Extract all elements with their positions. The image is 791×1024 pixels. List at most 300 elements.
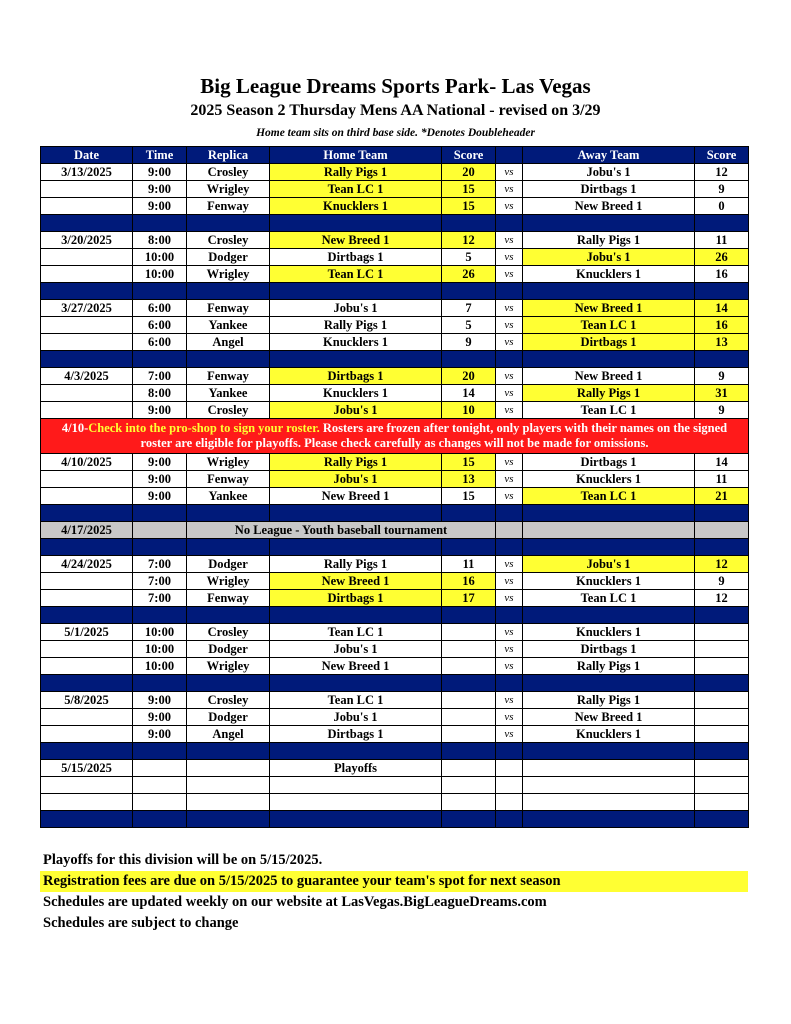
separator-cell [187, 811, 270, 828]
away-score: 9 [695, 573, 749, 590]
field-replica: Dodger [187, 556, 270, 573]
home-team: Jobu's 1 [270, 709, 442, 726]
game-date: 5/15/2025 [41, 760, 133, 777]
field-replica: Wrigley [187, 658, 270, 675]
home-team-note: Home team sits on third base side. *Denotes Doubleheader [256, 127, 535, 139]
separator-cell [41, 607, 133, 624]
home-team: Dirtbags 1 [270, 590, 442, 607]
table-header-row [41, 147, 749, 164]
separator-cell [133, 539, 187, 556]
separator-cell [187, 607, 270, 624]
game-time: 9:00 [133, 726, 187, 743]
away-team: Rally Pigs 1 [523, 232, 695, 249]
away-team: Dirtbags 1 [523, 454, 695, 471]
vs-label: vs [496, 402, 523, 419]
away-team: Knucklers 1 [523, 266, 695, 283]
home-team: Playoffs [270, 760, 442, 777]
field-replica: Fenway [187, 368, 270, 385]
separator-cell [133, 215, 187, 232]
away-team [523, 794, 695, 811]
game-date [41, 641, 133, 658]
game-date [41, 794, 133, 811]
away-score [695, 641, 749, 658]
field-replica: Crosley [187, 402, 270, 419]
footer-notes [40, 850, 748, 934]
table-row [41, 573, 749, 590]
game-date: 5/1/2025 [41, 624, 133, 641]
field-replica: Wrigley [187, 573, 270, 590]
table-row [41, 760, 749, 777]
home-team: Rally Pigs 1 [270, 556, 442, 573]
home-team: New Breed 1 [270, 573, 442, 590]
home-team: Rally Pigs 1 [270, 454, 442, 471]
vs-label: vs [496, 726, 523, 743]
vs-label: vs [496, 624, 523, 641]
week-separator-row [41, 539, 749, 556]
home-team: Jobu's 1 [270, 300, 442, 317]
field-replica: Yankee [187, 488, 270, 505]
game-time: 6:00 [133, 300, 187, 317]
away-score: 13 [695, 334, 749, 351]
separator-cell [270, 351, 442, 368]
away-score [695, 692, 749, 709]
game-date: 3/13/2025 [41, 164, 133, 181]
home-score: 14 [442, 385, 496, 402]
away-score: 0 [695, 198, 749, 215]
away-team: New Breed 1 [523, 198, 695, 215]
separator-cell [187, 215, 270, 232]
field-replica: Angel [187, 334, 270, 351]
table-row [41, 658, 749, 675]
game-time: 6:00 [133, 334, 187, 351]
table-row [41, 624, 749, 641]
page-subtitle: 2025 Season 2 Thursday Mens AA National - revised on 3/29 [190, 102, 601, 119]
home-score: 5 [442, 317, 496, 334]
home-team: Tean LC 1 [270, 266, 442, 283]
week-separator-row [41, 215, 749, 232]
separator-cell [442, 607, 496, 624]
col-header-time: Time [133, 147, 187, 164]
game-time: 9:00 [133, 164, 187, 181]
table-row [41, 334, 749, 351]
separator-cell [442, 539, 496, 556]
separator-cell [695, 215, 749, 232]
game-time: 7:00 [133, 590, 187, 607]
game-date: 3/20/2025 [41, 232, 133, 249]
game-time: 9:00 [133, 402, 187, 419]
field-replica: Crosley [187, 624, 270, 641]
table-row [41, 692, 749, 709]
away-team: Rally Pigs 1 [523, 658, 695, 675]
vs-label: vs [496, 334, 523, 351]
week-separator-row [41, 607, 749, 624]
game-date [41, 658, 133, 675]
separator-cell [496, 283, 523, 300]
home-team: New Breed 1 [270, 488, 442, 505]
home-score [442, 641, 496, 658]
away-team: Jobu's 1 [523, 164, 695, 181]
away-team: Knucklers 1 [523, 726, 695, 743]
game-date [41, 471, 133, 488]
separator-cell [695, 351, 749, 368]
separator-cell [442, 505, 496, 522]
away-team: Jobu's 1 [523, 556, 695, 573]
away-team [523, 760, 695, 777]
separator-cell [187, 283, 270, 300]
separator-cell [133, 351, 187, 368]
away-team: New Breed 1 [523, 368, 695, 385]
score-cell [695, 522, 749, 539]
home-score [442, 794, 496, 811]
week-separator-row [41, 283, 749, 300]
separator-cell [270, 539, 442, 556]
separator-cell [41, 215, 133, 232]
away-score: 14 [695, 300, 749, 317]
separator-cell [270, 283, 442, 300]
field-replica: Crosley [187, 232, 270, 249]
game-time: 9:00 [133, 198, 187, 215]
home-team: New Breed 1 [270, 658, 442, 675]
col-header-home-team: Home Team [270, 147, 442, 164]
home-score: 5 [442, 249, 496, 266]
vs-label: vs [496, 232, 523, 249]
field-replica: Fenway [187, 590, 270, 607]
separator-cell [695, 743, 749, 760]
away-score [695, 658, 749, 675]
away-team: Knucklers 1 [523, 471, 695, 488]
col-header-away-team: Away Team [523, 147, 695, 164]
game-time: 10:00 [133, 249, 187, 266]
notice-date-prefix: 4/10- [61, 421, 89, 435]
field-replica: Yankee [187, 317, 270, 334]
footer-line: Playoffs for this division will be on 5/15/2025. [43, 852, 323, 868]
vs-label [496, 760, 523, 777]
field-replica [187, 794, 270, 811]
away-score: 11 [695, 471, 749, 488]
vs-label: vs [496, 266, 523, 283]
col-header-replica: Replica [187, 147, 270, 164]
col-header-home-score: Score [442, 147, 496, 164]
home-team [270, 777, 442, 794]
home-score: 15 [442, 454, 496, 471]
separator-cell [270, 607, 442, 624]
away-score: 14 [695, 454, 749, 471]
table-row [41, 641, 749, 658]
week-separator-row [41, 351, 749, 368]
field-replica: Dodger [187, 249, 270, 266]
separator-cell [695, 607, 749, 624]
separator-cell [133, 283, 187, 300]
separator-cell [41, 505, 133, 522]
separator-cell [496, 505, 523, 522]
vs-label: vs [496, 488, 523, 505]
game-date [41, 266, 133, 283]
vs-label [496, 777, 523, 794]
table-row [41, 726, 749, 743]
separator-cell [41, 743, 133, 760]
field-replica: Angel [187, 726, 270, 743]
roster-notice-row [41, 419, 749, 454]
separator-cell [41, 539, 133, 556]
week-separator-row [41, 675, 749, 692]
table-row [41, 709, 749, 726]
away-team: Dirtbags 1 [523, 641, 695, 658]
home-team: Rally Pigs 1 [270, 317, 442, 334]
notice-highlight-text: Check into the pro-shop to sign your roster. [88, 421, 320, 435]
vs-label: vs [496, 573, 523, 590]
field-replica: Fenway [187, 300, 270, 317]
home-score [442, 709, 496, 726]
away-score: 9 [695, 181, 749, 198]
away-score: 12 [695, 590, 749, 607]
separator-cell [41, 283, 133, 300]
separator-cell [523, 283, 695, 300]
game-time: 10:00 [133, 641, 187, 658]
field-replica: Wrigley [187, 266, 270, 283]
game-date [41, 317, 133, 334]
game-date [41, 488, 133, 505]
away-team: Knucklers 1 [523, 573, 695, 590]
game-time: 7:00 [133, 368, 187, 385]
home-score: 15 [442, 181, 496, 198]
game-time: 8:00 [133, 232, 187, 249]
game-time: 9:00 [133, 692, 187, 709]
notice-rest-text: Rosters are frozen after tonight, only players with their names on the signed roster are eligible for playoffs. Please check carefully as changes will not be made for omissions. [140, 421, 728, 450]
home-score [442, 624, 496, 641]
vs-label: vs [496, 249, 523, 266]
home-score: 20 [442, 368, 496, 385]
vs-label: vs [496, 590, 523, 607]
table-row [41, 232, 749, 249]
game-date: 3/27/2025 [41, 300, 133, 317]
separator-cell [133, 505, 187, 522]
away-score [695, 777, 749, 794]
game-time: 9:00 [133, 488, 187, 505]
field-replica: Yankee [187, 385, 270, 402]
table-row [41, 266, 749, 283]
separator-cell [187, 351, 270, 368]
game-time: 9:00 [133, 709, 187, 726]
week-separator-row [41, 743, 749, 760]
home-team: Knucklers 1 [270, 334, 442, 351]
away-score: 9 [695, 402, 749, 419]
home-score [442, 726, 496, 743]
separator-cell [133, 607, 187, 624]
field-replica [187, 777, 270, 794]
separator-cell [523, 675, 695, 692]
table-row [41, 556, 749, 573]
vs-label: vs [496, 300, 523, 317]
game-time: 9:00 [133, 181, 187, 198]
home-team: New Breed 1 [270, 232, 442, 249]
home-score: 15 [442, 488, 496, 505]
game-date [41, 726, 133, 743]
game-time: 6:00 [133, 317, 187, 334]
separator-cell [695, 811, 749, 828]
field-replica: Crosley [187, 692, 270, 709]
no-league-text: No League - Youth baseball tournament [187, 522, 496, 539]
footer-line: Schedules are updated weekly on our website at LasVegas.BigLeagueDreams.com [43, 894, 547, 910]
away-team: Tean LC 1 [523, 590, 695, 607]
game-date [41, 181, 133, 198]
separator-cell [442, 215, 496, 232]
schedule-body [41, 164, 749, 828]
home-team: Knucklers 1 [270, 198, 442, 215]
separator-cell [442, 811, 496, 828]
game-date: 4/3/2025 [41, 368, 133, 385]
separator-cell [496, 351, 523, 368]
vs-label: vs [496, 368, 523, 385]
field-replica: Crosley [187, 164, 270, 181]
table-row [41, 164, 749, 181]
away-team: Tean LC 1 [523, 317, 695, 334]
game-date [41, 590, 133, 607]
table-row [41, 402, 749, 419]
table-row [41, 181, 749, 198]
separator-cell [41, 675, 133, 692]
table-row [41, 794, 749, 811]
roster-notice [41, 419, 749, 454]
game-time [133, 760, 187, 777]
separator-cell [187, 539, 270, 556]
separator-cell [442, 743, 496, 760]
away-team: Jobu's 1 [523, 249, 695, 266]
table-row [41, 317, 749, 334]
separator-cell [270, 675, 442, 692]
separator-cell [187, 743, 270, 760]
vs-label: vs [496, 198, 523, 215]
separator-cell [41, 351, 133, 368]
away-score: 26 [695, 249, 749, 266]
vs-label: vs [496, 641, 523, 658]
vs-label: vs [496, 454, 523, 471]
home-score [442, 658, 496, 675]
away-score: 21 [695, 488, 749, 505]
game-time: 10:00 [133, 658, 187, 675]
field-replica: Wrigley [187, 181, 270, 198]
home-team: Tean LC 1 [270, 692, 442, 709]
home-score: 10 [442, 402, 496, 419]
away-score: 16 [695, 266, 749, 283]
separator-cell [496, 675, 523, 692]
vs-label: vs [496, 385, 523, 402]
separator-cell [523, 743, 695, 760]
time-cell [133, 522, 187, 539]
away-score: 12 [695, 556, 749, 573]
table-row [41, 454, 749, 471]
home-score [442, 692, 496, 709]
game-time [133, 777, 187, 794]
separator-cell [270, 811, 442, 828]
vs-label: vs [496, 164, 523, 181]
game-time: 8:00 [133, 385, 187, 402]
game-date: 5/8/2025 [41, 692, 133, 709]
separator-cell [442, 675, 496, 692]
table-row [41, 471, 749, 488]
away-score [695, 794, 749, 811]
vs-label: vs [496, 658, 523, 675]
home-score: 12 [442, 232, 496, 249]
vs-label [496, 794, 523, 811]
table-row [41, 368, 749, 385]
away-cell [523, 522, 695, 539]
separator-cell [270, 215, 442, 232]
separator-cell [523, 215, 695, 232]
game-date: 4/17/2025 [41, 522, 133, 539]
game-date [41, 385, 133, 402]
week-separator-row [41, 811, 749, 828]
away-team: New Breed 1 [523, 300, 695, 317]
separator-cell [523, 811, 695, 828]
game-time: 7:00 [133, 556, 187, 573]
schedule-table [40, 146, 749, 828]
separator-cell [523, 351, 695, 368]
footer-line: Registration fees are due on 5/15/2025 to guarantee your team's spot for next season [40, 871, 748, 892]
home-score: 13 [442, 471, 496, 488]
separator-cell [442, 351, 496, 368]
home-score: 7 [442, 300, 496, 317]
away-score: 16 [695, 317, 749, 334]
away-score: 9 [695, 368, 749, 385]
col-header-date: Date [41, 147, 133, 164]
table-row [41, 198, 749, 215]
table-row [41, 385, 749, 402]
away-team: Tean LC 1 [523, 488, 695, 505]
vs-label: vs [496, 181, 523, 198]
game-time: 7:00 [133, 573, 187, 590]
vs-label: vs [496, 709, 523, 726]
field-replica: Fenway [187, 471, 270, 488]
no-league-row [41, 522, 749, 539]
game-date: 4/10/2025 [41, 454, 133, 471]
game-time [133, 794, 187, 811]
away-score [695, 624, 749, 641]
home-team: Dirtbags 1 [270, 726, 442, 743]
separator-cell [187, 505, 270, 522]
separator-cell [523, 607, 695, 624]
separator-cell [695, 283, 749, 300]
field-replica: Dodger [187, 709, 270, 726]
separator-cell [187, 675, 270, 692]
table-row [41, 249, 749, 266]
game-date [41, 709, 133, 726]
separator-cell [270, 505, 442, 522]
table-row [41, 777, 749, 794]
separator-cell [523, 505, 695, 522]
home-score [442, 760, 496, 777]
separator-cell [695, 505, 749, 522]
home-team: Rally Pigs 1 [270, 164, 442, 181]
game-date [41, 777, 133, 794]
home-team: Knucklers 1 [270, 385, 442, 402]
game-time: 9:00 [133, 454, 187, 471]
separator-cell [523, 539, 695, 556]
home-score: 26 [442, 266, 496, 283]
home-score: 9 [442, 334, 496, 351]
game-time: 10:00 [133, 624, 187, 641]
game-date [41, 334, 133, 351]
away-score [695, 760, 749, 777]
separator-cell [133, 675, 187, 692]
home-team [270, 794, 442, 811]
home-score: 16 [442, 573, 496, 590]
separator-cell [496, 811, 523, 828]
game-date [41, 249, 133, 266]
separator-cell [496, 539, 523, 556]
game-date: 4/24/2025 [41, 556, 133, 573]
separator-cell [496, 743, 523, 760]
vs-label: vs [496, 317, 523, 334]
